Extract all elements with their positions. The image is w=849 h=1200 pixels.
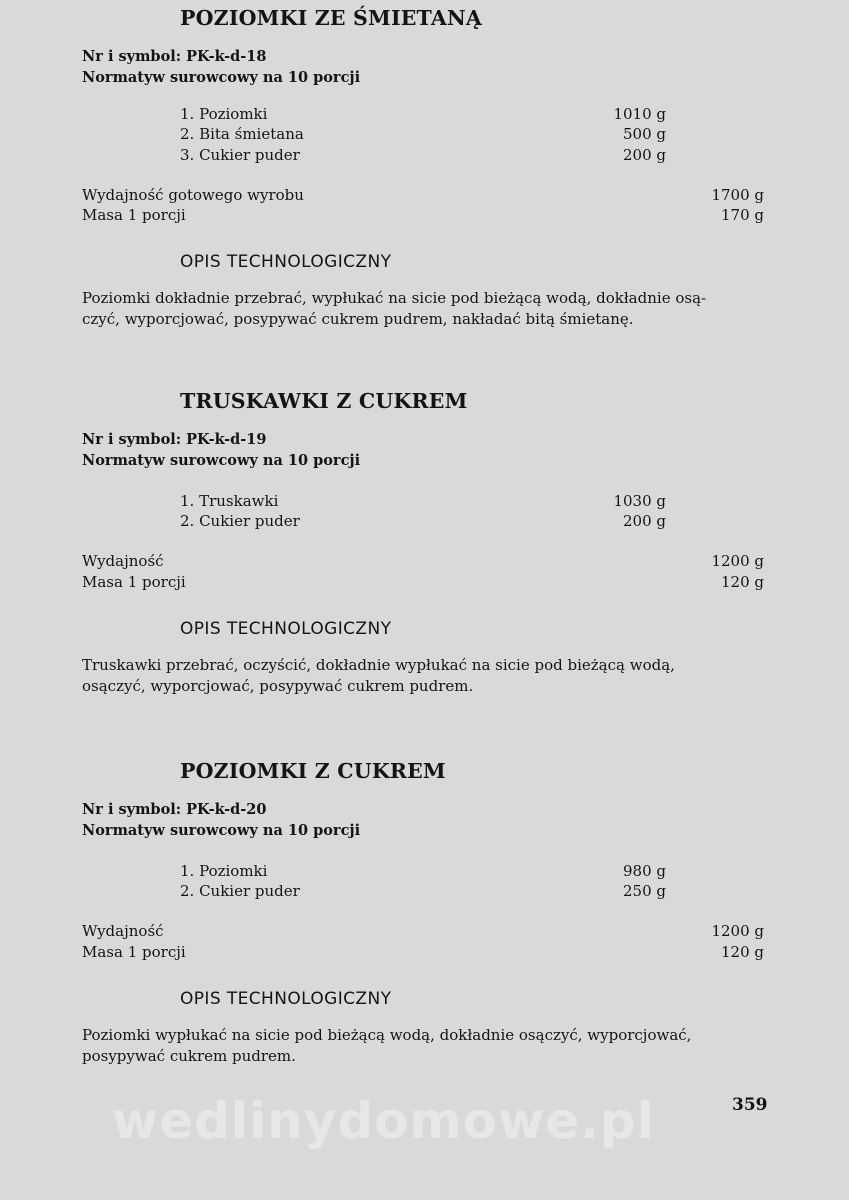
ingredient-label: 1. Poziomki (180, 105, 268, 123)
ingredient-label: 2. Cukier puder (180, 512, 300, 530)
recipe-normatyw: Normatyw surowcowy na 10 porcji (82, 69, 361, 86)
ingredient-row (0, 492, 849, 512)
recipe-title: TRUSKAWKI Z CUKREM (180, 389, 468, 413)
portion-row (0, 573, 849, 593)
recipe-normatyw: Normatyw surowcowy na 10 porcji (82, 452, 361, 469)
ingredient-row (0, 146, 849, 166)
portion-row (0, 206, 849, 226)
yield-value: 1700 g (711, 186, 764, 204)
ingredient-qty: 980 g (622, 862, 666, 880)
description-line: posypywać cukrem pudrem. (82, 1047, 296, 1065)
recipe-title: POZIOMKI Z CUKREM (180, 759, 446, 783)
description-line: osączyć, wyporcjować, posypywać cukrem pudrem. (82, 677, 474, 695)
recipe-poziomki-ze-smietana (0, 6, 849, 346)
ingredient-label: 1. Truskawki (180, 492, 279, 510)
ingredient-label: 3. Cukier puder (180, 146, 300, 164)
ingredient-qty: 200 g (622, 512, 666, 530)
ingredient-label: 1. Poziomki (180, 862, 268, 880)
ingredient-qty: 1030 g (613, 492, 666, 510)
description-line: Truskawki przebrać, oczyścić, dokładnie wypłukać na sicie pod bieżącą wodą, (82, 656, 675, 674)
yield-row (0, 922, 849, 942)
yield-label: Wydajność (82, 922, 164, 940)
yield-row (0, 186, 849, 206)
ingredient-row (0, 105, 849, 125)
yield-value: 1200 g (711, 552, 764, 570)
portion-label: Masa 1 porcji (82, 206, 186, 224)
yield-row (0, 552, 849, 572)
recipe-title: POZIOMKI ZE ŚMIETANĄ (180, 6, 483, 30)
recipe-truskawki-z-cukrem (0, 389, 849, 729)
description-line: Poziomki dokładnie przebrać, wypłukać na sicie pod bieżącą wodą, dokładnie osą- (82, 289, 707, 307)
ingredient-qty: 1010 g (613, 105, 666, 123)
recipe-symbol: Nr i symbol: PK-k-d-20 (82, 801, 267, 818)
portion-label: Masa 1 porcji (82, 943, 186, 961)
opis-heading: OPIS TECHNOLOGICZNY (180, 989, 392, 1009)
ingredient-label: 2. Bita śmietana (180, 125, 304, 143)
recipe-normatyw: Normatyw surowcowy na 10 porcji (82, 822, 361, 839)
ingredient-qty: 200 g (622, 146, 666, 164)
ingredient-row (0, 512, 849, 532)
ingredient-label: 2. Cukier puder (180, 882, 300, 900)
watermark: wedlinydomowe.pl (112, 1092, 655, 1150)
ingredient-row (0, 125, 849, 145)
yield-value: 1200 g (711, 922, 764, 940)
portion-value: 170 g (720, 206, 764, 224)
page-number: 359 (732, 1095, 768, 1115)
portion-value: 120 g (720, 943, 764, 961)
portion-value: 120 g (720, 573, 764, 591)
ingredient-row (0, 862, 849, 882)
ingredient-qty: 500 g (622, 125, 666, 143)
portion-row (0, 943, 849, 963)
recipe-symbol: Nr i symbol: PK-k-d-19 (82, 431, 267, 448)
portion-label: Masa 1 porcji (82, 573, 186, 591)
description-line: czyć, wyporcjować, posypywać cukrem pudrem, nakładać bitą śmietanę. (82, 310, 634, 328)
ingredient-row (0, 882, 849, 902)
recipe-symbol: Nr i symbol: PK-k-d-18 (82, 48, 267, 65)
opis-heading: OPIS TECHNOLOGICZNY (180, 619, 392, 639)
yield-label: Wydajność gotowego wyrobu (82, 186, 304, 204)
opis-heading: OPIS TECHNOLOGICZNY (180, 252, 392, 272)
yield-label: Wydajność (82, 552, 164, 570)
recipe-poziomki-z-cukrem (0, 759, 849, 1099)
ingredient-qty: 250 g (622, 882, 666, 900)
description-line: Poziomki wypłukać na sicie pod bieżącą wodą, dokładnie osączyć, wyporcjować, (82, 1026, 692, 1044)
